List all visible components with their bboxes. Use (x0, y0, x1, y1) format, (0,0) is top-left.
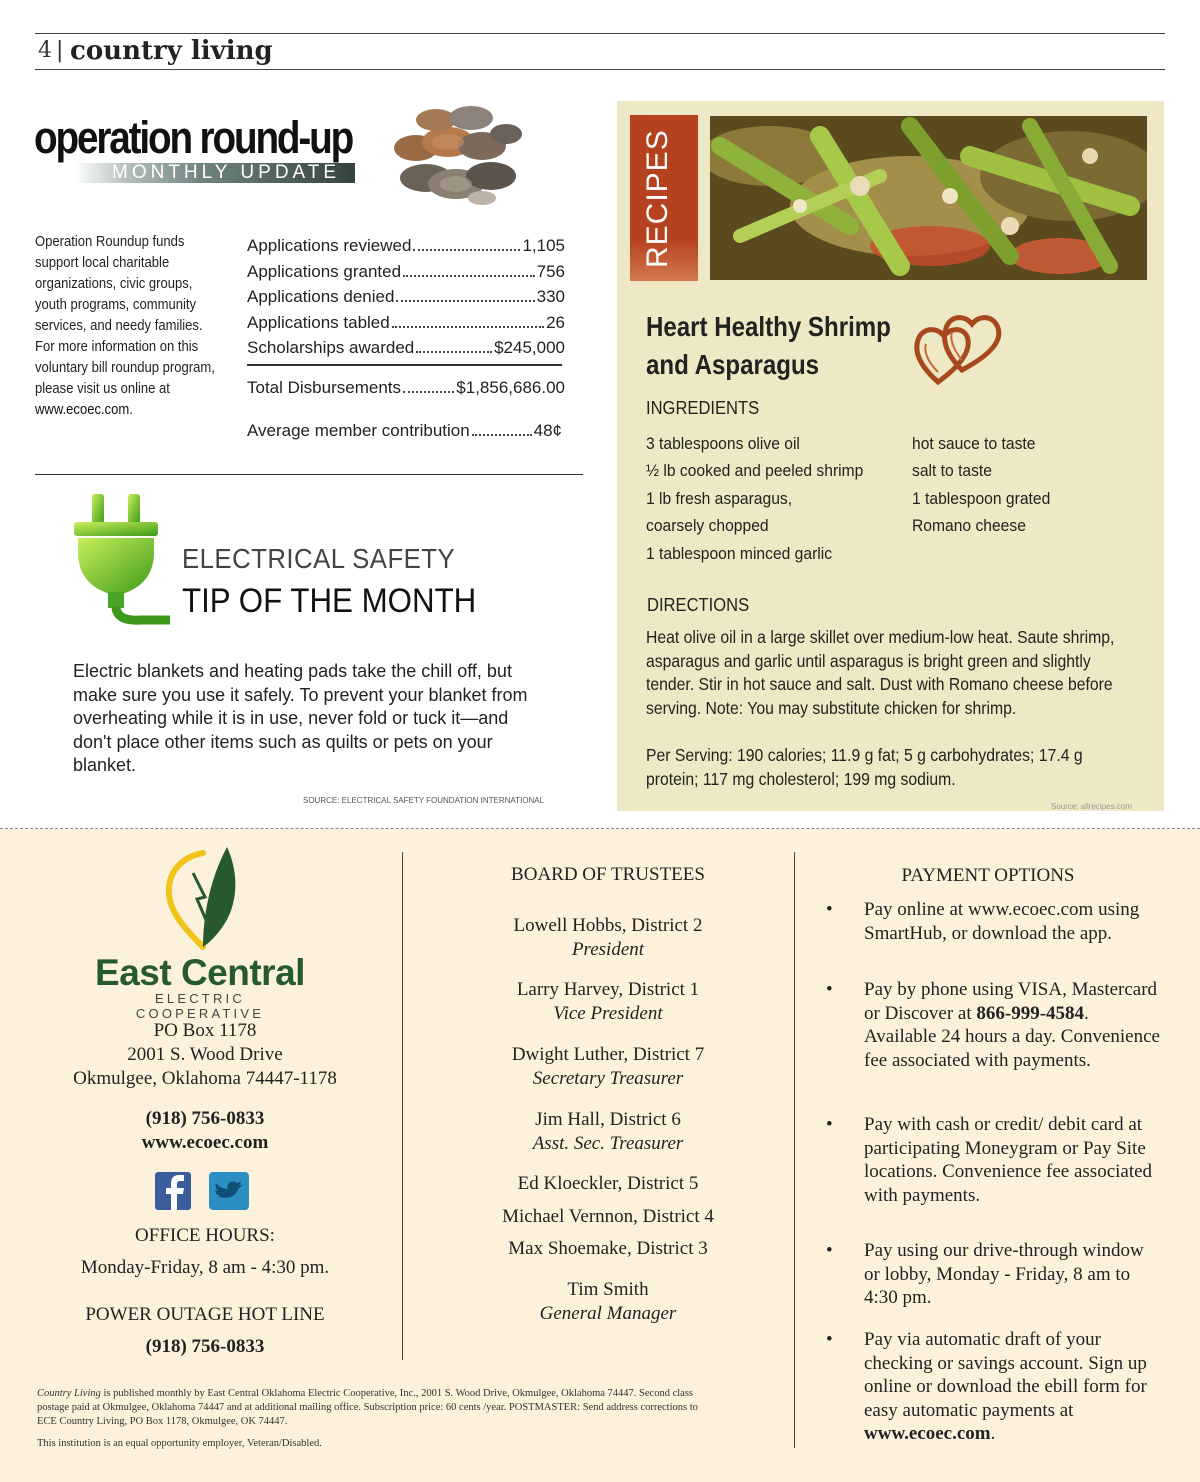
recipe-photo (710, 116, 1147, 280)
average-contribution: Average member contribution 48¢ (247, 421, 562, 440)
website-link[interactable]: www.ecoec.com (864, 1423, 991, 1444)
header-separator: | (56, 38, 64, 63)
section-divider (35, 474, 583, 475)
trustee-entry: Larry Harvey, District 1 Vice President (516, 979, 700, 1024)
cooperative-logo-icon (163, 843, 243, 951)
recipes-tab-label: RECIPES (641, 129, 674, 268)
plug-icon (62, 488, 170, 638)
ingredients-column-2 (912, 430, 1133, 540)
ingredient-item: 1 lb fresh asparagus, (646, 488, 793, 508)
publication-title: country living (70, 36, 273, 66)
header-bottom-rule (35, 69, 1165, 70)
trustee-entry: Michael Vernnon, District 4 (502, 1206, 714, 1227)
ingredients-heading: INGREDIENTS (646, 398, 760, 418)
cooperative-name: East Central (95, 952, 305, 993)
stat-row: Applications denied 330 (247, 287, 565, 306)
ingredient-item: coarsely chopped (646, 516, 769, 536)
ingredient-item: 1 tablespoon minced garlic (646, 543, 833, 563)
recipe-nutrition: Per Serving: 190 calories; 11.9 g fat; 5 g carbohydrates; 17.4 g protein; 117 mg cholesterol; 199 mg sodium. (646, 745, 1083, 789)
cooperative-contact (40, 1107, 370, 1155)
ingredient-item: salt to taste (912, 461, 992, 481)
social-icons (155, 1170, 255, 1212)
directions-heading: DIRECTIONS (647, 595, 750, 615)
trustee-entry: Max Shoemake, District 3 (508, 1238, 708, 1259)
operation-roundup-subtitle: MONTHLY UPDATE (112, 162, 341, 183)
ingredient-item: hot sauce to taste (912, 434, 1036, 453)
ingredient-item: ½ lb cooked and peeled shrimp (646, 461, 864, 481)
page-number: 4 (38, 38, 52, 63)
cooperative-subname: ELECTRIC COOPERATIVE (135, 991, 265, 1021)
stat-row: Applications reviewed 1,105 (247, 236, 565, 255)
stat-row: Scholarships awarded $245,000 (247, 338, 565, 357)
safety-heading-line1: ELECTRICAL SAFETY (182, 543, 456, 574)
operation-roundup-description: Operation Roundup funds support local charitable organizations, civic groups, youth programs, community services, and needy families. For more information on this voluntary bill roundup program, please visit us online at www.ecoec.com. (35, 234, 215, 418)
safety-tip-text: Electric blankets and heating pads take the chill off, but make sure you use it safely. To prevent your blanket from overheating while it is in use, never fold or tuck it—and don't place other items such as quilts or pets on your blanket. (73, 661, 528, 775)
outage-hotline-phone[interactable]: (918) 756-0833 (145, 1336, 265, 1357)
safety-source: SOURCE: ELECTRICAL SAFETY FOUNDATION INTERNATIONAL (303, 796, 545, 805)
board-title: BOARD OF TRUSTEES (511, 864, 705, 885)
cooperative-address: PO Box 1178 2001 S. Wood Drive Okmulgee, Oklahoma 74447-1178 (73, 1020, 337, 1089)
twitter-icon[interactable] (209, 1172, 249, 1210)
ingredient-item: 3 tablespoons olive oil (646, 434, 800, 453)
website-link[interactable]: www.ecoec.com (35, 402, 130, 418)
trustee-entry: Jim Hall, District 6 Asst. Sec. Treasurer (532, 1109, 684, 1154)
recipe-directions: Heat olive oil in a large skillet over medium-low heat. Saute shrimp, asparagus and garlic until asparagus is bright green and slightly tender. Stir in hot sauce and salt. Dust with Romano cheese before serving. Note: You may substitute chicken for shrimp. (646, 627, 1115, 718)
phone-number[interactable]: (918) 756-0833 (145, 1108, 265, 1129)
stat-row: Applications tabled 26 (247, 312, 565, 332)
trustee-entry: Dwight Luther, District 7 Secretary Treasurer (511, 1044, 705, 1089)
eeo-statement: This institution is an equal opportunity employer, Veteran/Disabled. (37, 1438, 322, 1449)
ingredient-item: 1 tablespoon grated (912, 488, 1051, 508)
recipe-title: Heart Healthy Shrimp and Asparagus (646, 311, 891, 380)
recipe-source: Source: allrecipes.com (1051, 802, 1132, 811)
trustee-entry: Lowell Hobbs, District 2 President (513, 915, 703, 960)
info-box-rule (0, 828, 1200, 829)
payment-title: PAYMENT OPTIONS (901, 865, 1075, 886)
header-top-rule (35, 33, 1165, 34)
ingredients-column-1 (646, 430, 894, 567)
ingredient-item: Romano cheese (912, 516, 1026, 536)
coins-image (386, 98, 526, 208)
stat-row: Applications granted 756 (247, 261, 565, 281)
publication-notice: Country Living is published monthly by East Central Oklahoma Electric Cooperative, Inc., 2001 S. Wood Drive, Okmulgee, Oklahoma 74447. Second class postage paid at Okmulgee, Oklahoma 74447 and at additional mailing office. Subscription price: 60 cents /year. POSTMASTER: Send address corrections to ECE Country Living, PO Box 1178, Okmulgee, OK 74447. (37, 1388, 698, 1427)
safety-heading-line2: TIP OF THE MONTH (182, 582, 477, 620)
hearts-icon (912, 304, 1004, 386)
payment-phone[interactable]: 866-999-4584 (976, 1002, 1085, 1024)
trustee-entry: Ed Kloeckler, District 5 (517, 1173, 699, 1194)
trustee-entry: Tim Smith General Manager (539, 1279, 677, 1324)
roundup-stats (247, 236, 565, 364)
operation-roundup-title: operation round-up (34, 112, 353, 163)
website-link[interactable]: www.ecoec.com (141, 1132, 269, 1153)
stats-rule (247, 364, 562, 366)
column-divider (794, 852, 795, 1448)
office-hours-title: OFFICE HOURS: (135, 1225, 275, 1246)
outage-hotline-title: POWER OUTAGE HOT LINE (85, 1304, 325, 1325)
column-divider (402, 852, 403, 1360)
total-disbursements: Total Disbursements $1,856,686.00 (247, 378, 565, 397)
office-hours: Monday-Friday, 8 am - 4:30 pm. (80, 1257, 330, 1278)
facebook-icon[interactable] (155, 1172, 191, 1210)
